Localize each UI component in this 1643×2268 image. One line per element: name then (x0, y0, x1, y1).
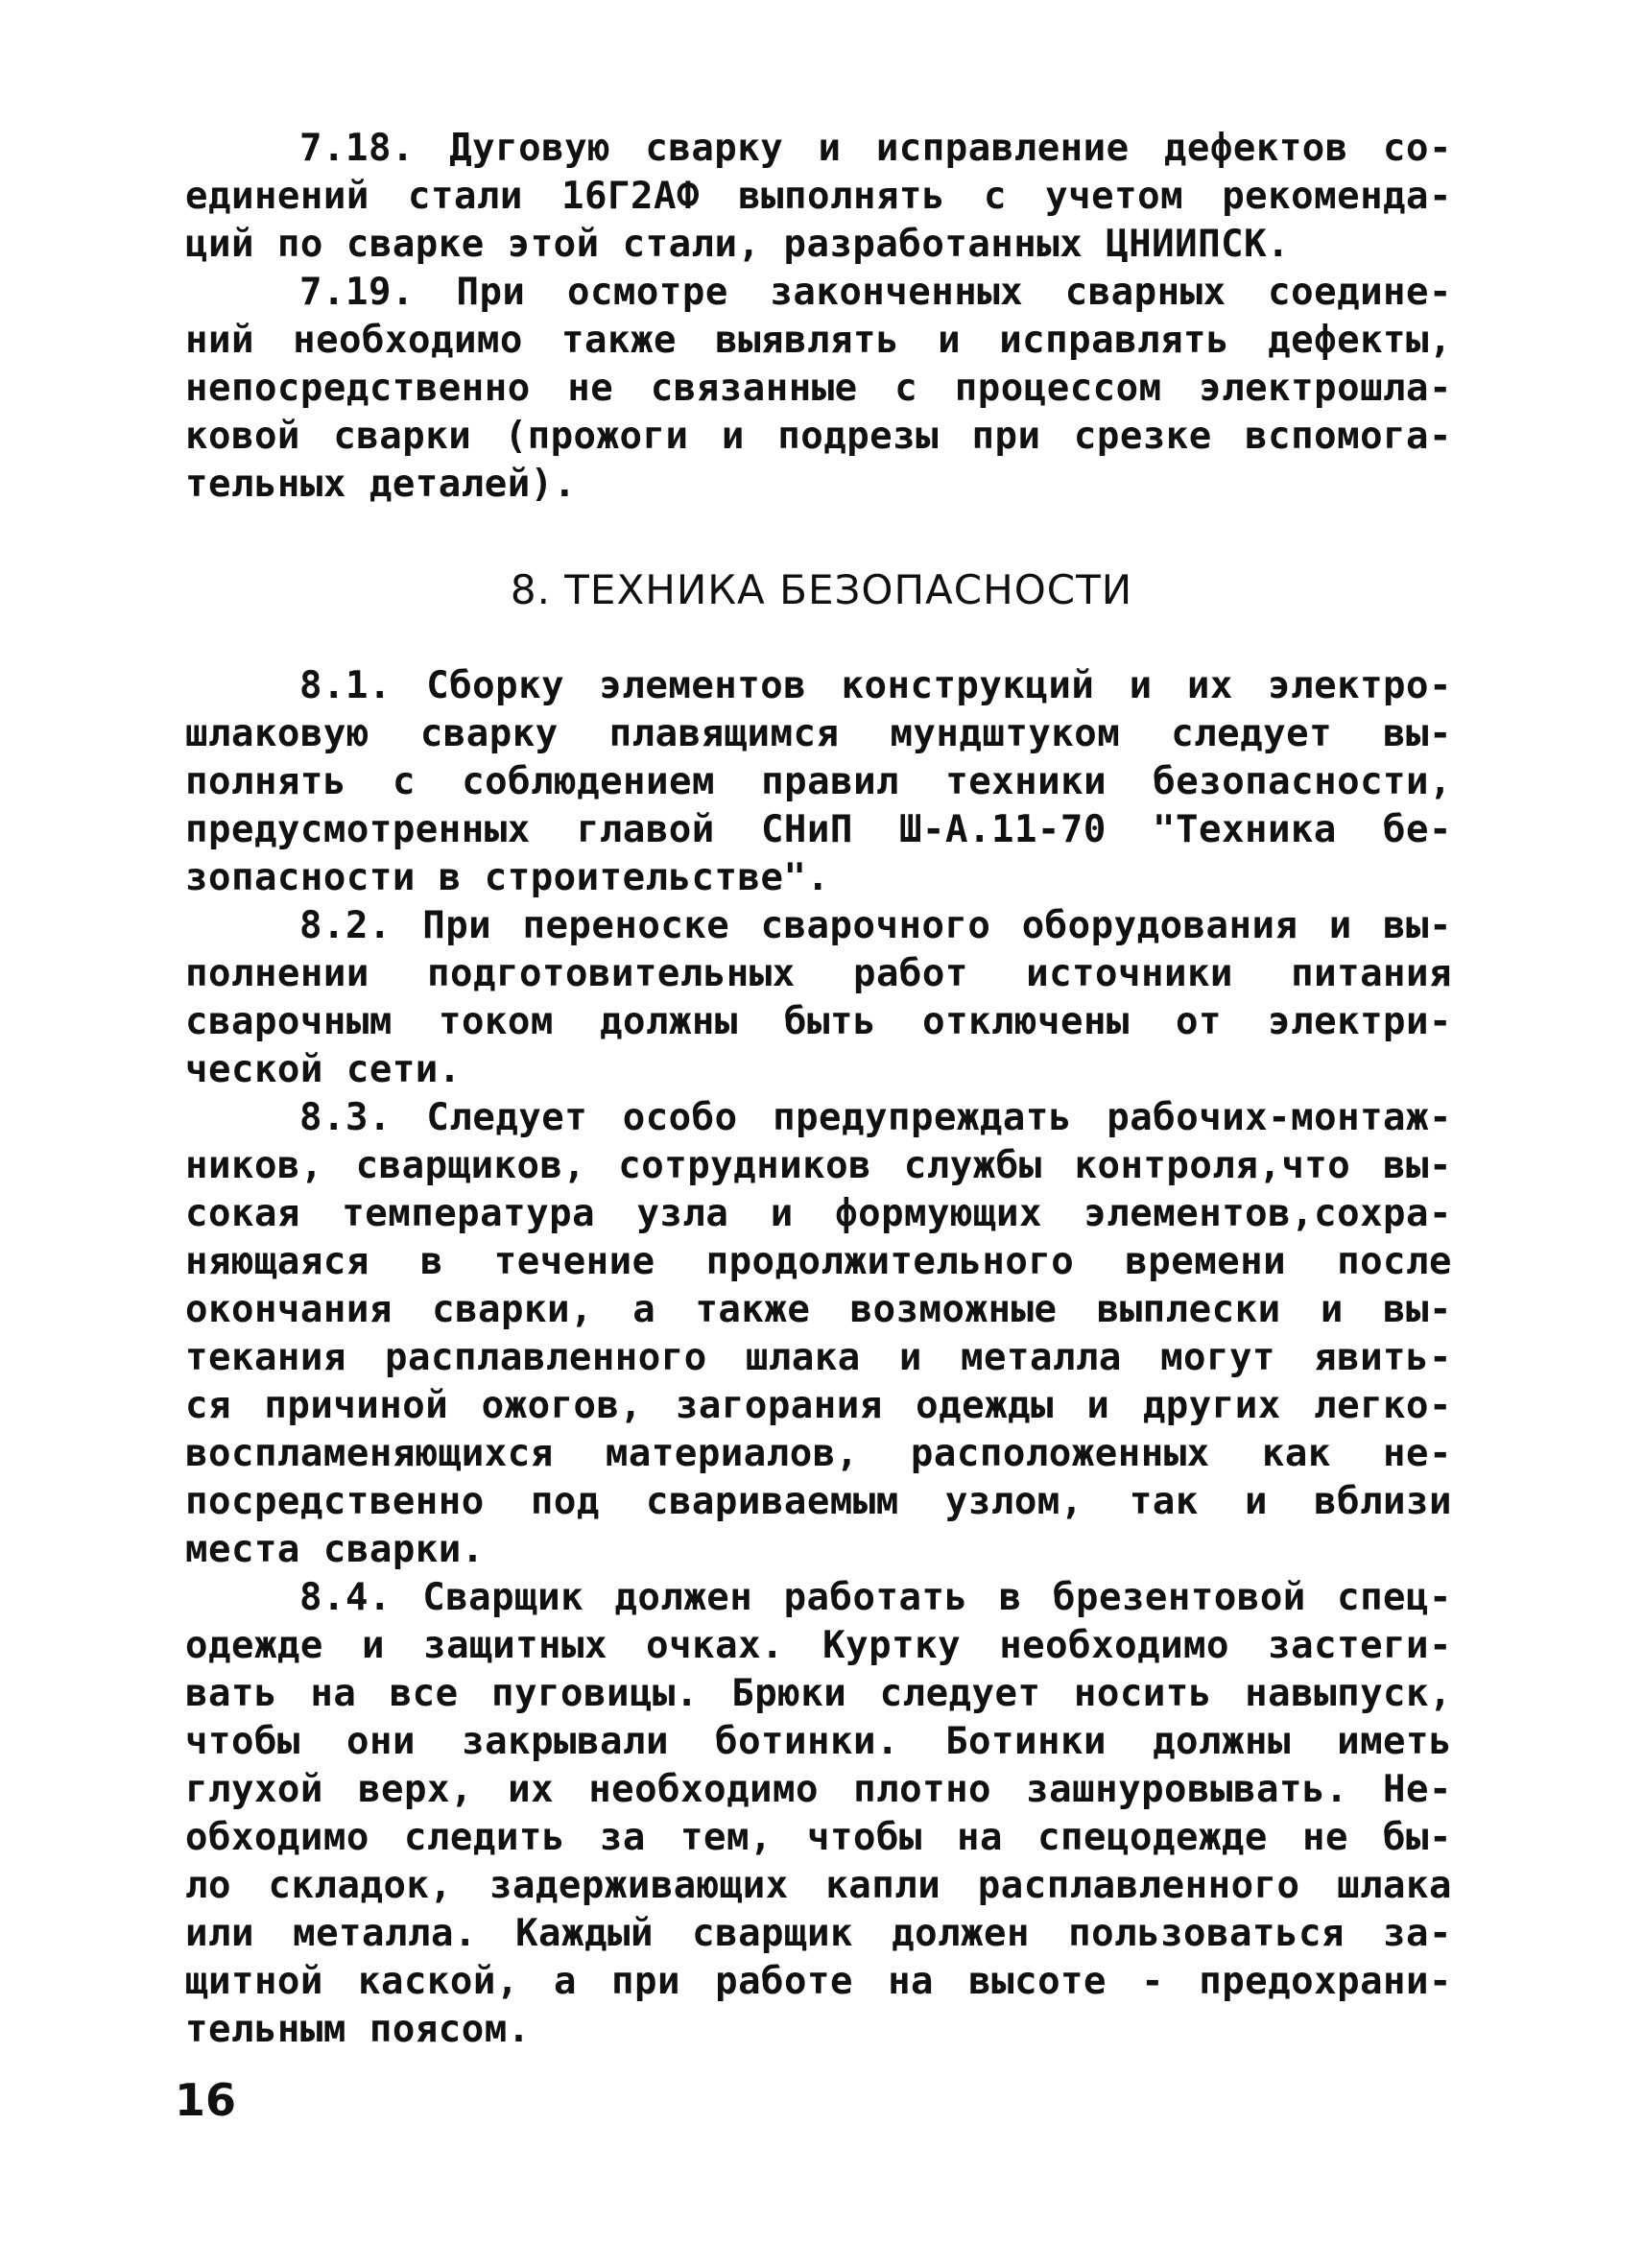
text-line: предусмотренных главой СНиП Ш-А.11-70 "Техника бе- (185, 808, 1452, 851)
text-line: 8.3. Следует особо предупреждать рабочих-монтаж- (299, 1096, 1452, 1139)
text-line: воспламеняющихся материалов, расположенных как не- (185, 1432, 1452, 1475)
text-line: ся причиной ожогов, загорания одежды и других легко- (185, 1384, 1452, 1427)
text-line: вать на все пуговицы. Брюки следует носить навыпуск, (185, 1672, 1452, 1715)
text-line: непосредственно не связанные с процессом электрошла- (185, 367, 1452, 410)
text-line: шлаковую сварку плавящимся мундштуком следует вы- (185, 712, 1452, 755)
text-line: 8.1. Сборку элементов конструкций и их электро- (299, 664, 1452, 707)
text-line: полнении подготовительных работ источники питания (185, 952, 1452, 995)
text-line: ло складок, задерживающих капли расплавленного шлака (185, 1864, 1452, 1907)
text-line: посредственно под свариваемым узлом, так и вблизи (185, 1480, 1452, 1523)
text-line: 8.4. Сварщик должен работать в брезентовой спец- (299, 1576, 1452, 1619)
text-line: ковой сварки (прожоги и подрезы при срезке вспомога- (185, 415, 1452, 458)
text-line: текания расплавленного шлака и металла могут явить- (185, 1336, 1452, 1379)
text-line: обходимо следить за тем, чтобы на спецодежде не бы- (185, 1816, 1452, 1859)
text-line: 7.19. При осмотре законченных сварных соедине- (299, 271, 1452, 314)
text-line: щитной каской, а при работе на высоте - предохрани- (185, 1960, 1452, 2003)
text-line: глухой верх, их необходимо плотно зашнуровывать. Не- (185, 1768, 1452, 1811)
text-line: чтобы они закрывали ботинки. Ботинки должны иметь (185, 1720, 1452, 1763)
text-line: сварочным током должны быть отключены от электри- (185, 1000, 1452, 1043)
text-line: или металла. Каждый сварщик должен пользоваться за- (185, 1912, 1452, 1955)
section-heading: 8. ТЕХНИКА БЕЗОПАСНОСТИ (510, 566, 1133, 613)
text-line: ников, сварщиков, сотрудников службы контроля,что вы- (185, 1144, 1452, 1187)
text-line: тельных деталей). (185, 463, 577, 506)
text-line: одежде и защитных очках. Куртку необходимо застеги- (185, 1624, 1452, 1667)
text-line: окончания сварки, а также возможные выплески и вы- (185, 1288, 1452, 1331)
text-line: полнять с соблюдением правил техники безопасности, (185, 760, 1452, 803)
text-line: ний необходимо также выявлять и исправлять дефекты, (185, 319, 1452, 362)
text-line: ций по сварке этой стали, разработанных ЦНИИПСК. (185, 223, 1291, 266)
text-line: места сварки. (185, 1528, 485, 1571)
text-line: зопасности в строительстве". (185, 856, 830, 899)
text-line: 8.2. При переноске сварочного оборудования и вы- (299, 904, 1452, 947)
text-line: тельным поясом. (185, 2008, 531, 2051)
text-line: няющаяся в течение продолжительного времени после (185, 1240, 1452, 1283)
page-number: 16 (175, 2074, 237, 2126)
text-line: единений стали 16Г2АФ выполнять с учетом рекоменда- (185, 175, 1452, 218)
text-line: ческой сети. (185, 1048, 462, 1091)
text-line: 7.18. Дуговую сварку и исправление дефектов со- (299, 127, 1452, 170)
text-line: сокая температура узла и формующих элементов,сохра- (185, 1192, 1452, 1235)
